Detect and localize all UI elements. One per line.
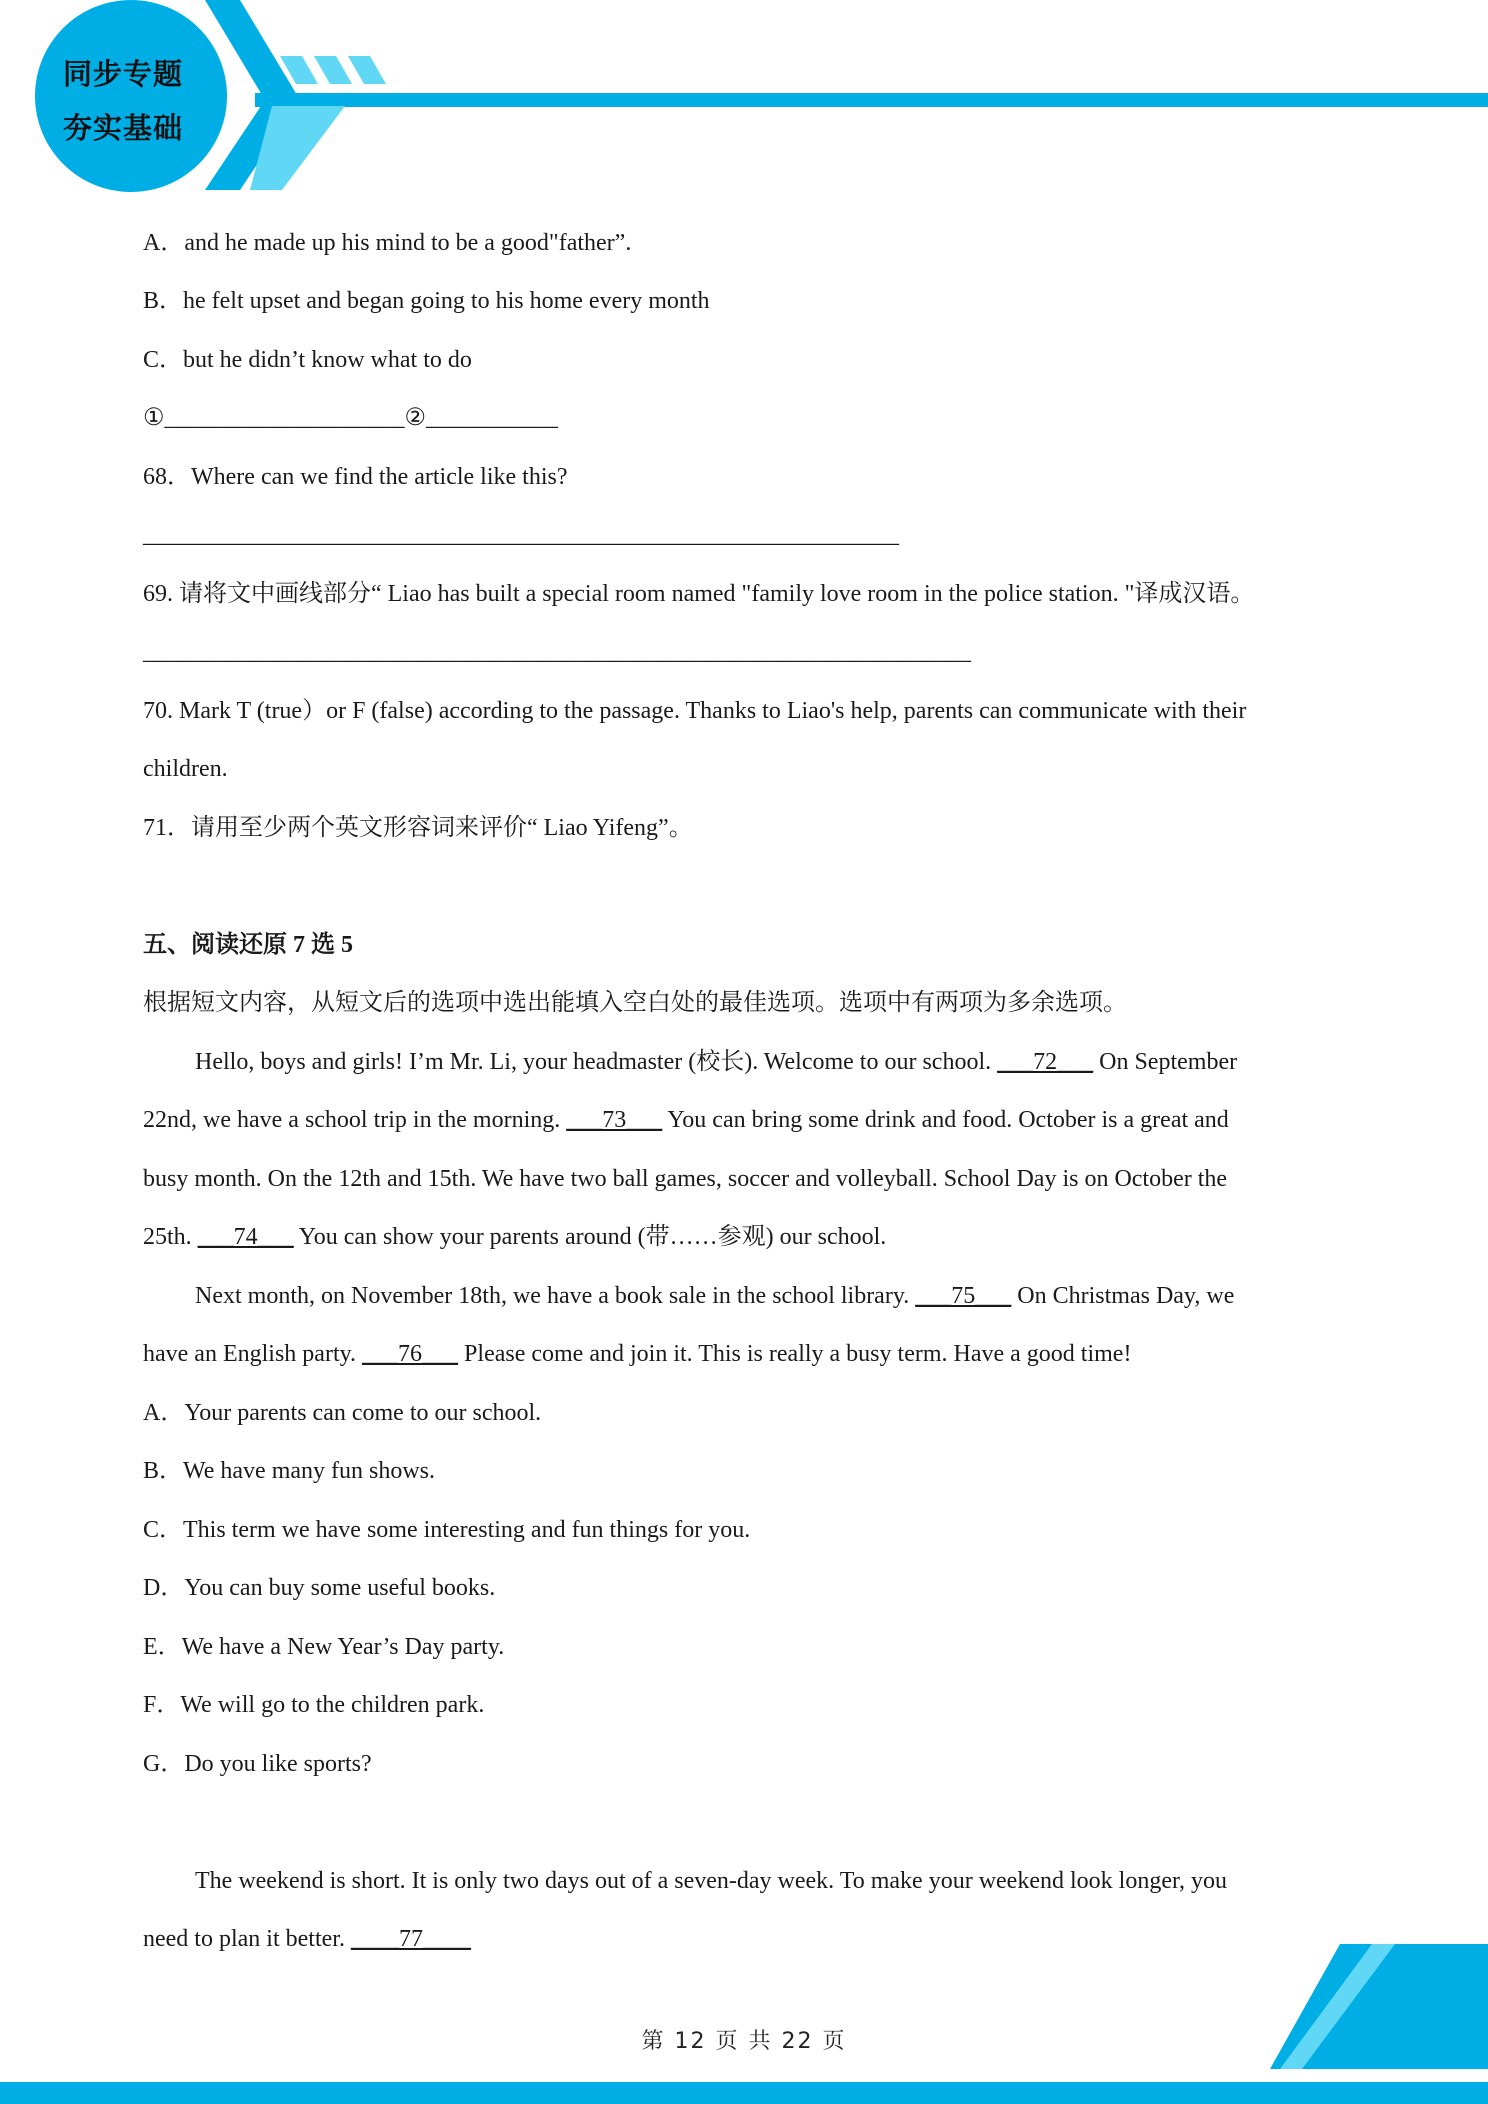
- passage-2-line-1: The weekend is short. It is only two days out of a seven-day week. To make your weekend look longer, you: [195, 1868, 1227, 1894]
- header-dash-3: [348, 56, 386, 84]
- answer-line-69: _____________________________________________________________________: [143, 639, 971, 665]
- choice-g: G．Do you like sports?: [143, 1751, 372, 1777]
- passage-text: Hello, boys and girls! I’m Mr. Li, your headmaster (校长). Welcome to our school.: [195, 1049, 998, 1075]
- passage-text: On September: [1093, 1049, 1238, 1075]
- question-69: 69. 请将文中画线部分“ Liao has built a special room named "family love room in the police station. "译成汉语。: [143, 581, 1255, 607]
- passage-text: You can bring some drink and food. October is a great and: [662, 1107, 1229, 1133]
- blank-73: ___73___: [566, 1107, 663, 1133]
- passage-1-line-4: [143, 1222, 886, 1252]
- passage-1-line-2: [143, 1105, 1229, 1135]
- choice-d: D．You can buy some useful books.: [143, 1575, 496, 1601]
- header-dash-2: [314, 56, 352, 84]
- answer-blanks-67: ①____________________②___________: [143, 405, 559, 431]
- passage-text: 25th.: [143, 1224, 198, 1250]
- section-instructions: 根据短文内容，从短文后的选项中选出能填入空白处的最佳选项。选项中有两项为多余选项。: [143, 990, 1127, 1016]
- question-70: 70. Mark T (true）or F (false) according to the passage. Thanks to Liao's help, parents can communicate with their: [143, 698, 1247, 724]
- passage-text: 22nd, we have a school trip in the morning.: [143, 1107, 567, 1133]
- blank-72: ___72___: [997, 1049, 1094, 1075]
- choice-c: C．This term we have some interesting and fun things for you.: [143, 1517, 751, 1543]
- section-title-5: 五、阅读还原 7 选 5: [143, 932, 353, 958]
- option-c-text: C．but he didn’t know what to do: [143, 347, 472, 373]
- passage-1-line-1: [195, 1047, 1237, 1077]
- passage-text: Next month, on November 18th, we have a book sale in the school library.: [195, 1283, 916, 1309]
- header-badge-circle: [35, 0, 227, 192]
- passage-text: need to plan it better.: [143, 1926, 351, 1952]
- blank-76: ___76___: [362, 1341, 459, 1367]
- blank-75: ___75___: [915, 1283, 1012, 1309]
- answer-line-68: _______________________________________________________________: [143, 522, 899, 548]
- choice-b: B．We have many fun shows.: [143, 1458, 436, 1484]
- question-71: 71．请用至少两个英文形容词来评价“ Liao Yifeng”。: [143, 815, 693, 841]
- passage-text: Please come and join it. This is really a busy term. Have a good time!: [458, 1341, 1132, 1367]
- badge-title-line2: 夯实基础: [62, 111, 183, 145]
- choice-a: A．Your parents can come to our school.: [143, 1400, 542, 1426]
- blank-77: ____77____: [350, 1926, 471, 1952]
- footer-banner: [0, 1944, 1488, 2104]
- passage-1-line-6: [143, 1339, 1131, 1369]
- question-70-continued: children.: [143, 756, 228, 782]
- option-a-text: A．and he made up his mind to be a good"father”.: [143, 230, 632, 256]
- passage-text: On Christmas Day, we: [1011, 1283, 1235, 1309]
- passage-1-line-5: [195, 1281, 1234, 1311]
- footer-stripe: [0, 2082, 1488, 2104]
- header-banner: [0, 0, 1488, 200]
- passage-text: have an English party.: [143, 1341, 363, 1367]
- blank-74: ___74___: [197, 1224, 294, 1250]
- choice-e: E．We have a New Year’s Day party.: [143, 1634, 505, 1660]
- option-b-text: B．he felt upset and began going to his home every month: [143, 288, 710, 314]
- passage-1-line-3: busy month. On the 12th and 15th. We have two ball games, soccer and volleyball. School Day is on October the: [143, 1166, 1228, 1192]
- question-68: 68．Where can we find the article like this?: [143, 464, 568, 490]
- header-stripe: [255, 93, 1488, 107]
- page-number: 第 12 页 共 22 页: [641, 2029, 847, 2054]
- passage-text: You can show your parents around (带……参观) our school.: [293, 1224, 887, 1250]
- choice-f: F．We will go to the children park.: [143, 1692, 485, 1718]
- badge-title-line1: 同步专题: [62, 57, 183, 91]
